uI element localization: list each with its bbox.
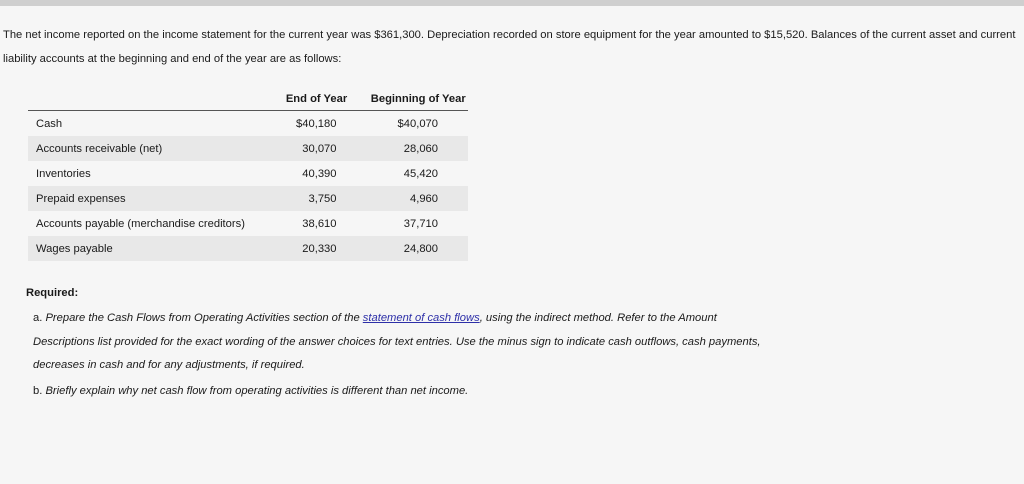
row-label: Accounts receivable (net)	[28, 136, 259, 161]
row-label: Prepaid expenses	[28, 186, 259, 211]
row-begin-value: 37,710	[368, 211, 468, 236]
requirement-b-prefix: b.	[33, 385, 46, 397]
header-beginning-of-year: Beginning of Year	[368, 88, 468, 111]
requirement-b-text: Briefly explain why net cash flow from operating activities is different than net income.	[45, 385, 469, 397]
table-row	[28, 111, 468, 137]
requirement-b	[33, 380, 468, 403]
row-end-value: 3,750	[259, 186, 369, 211]
row-begin-value: $40,070	[368, 111, 468, 137]
requirement-a	[33, 307, 773, 378]
row-label: Inventories	[28, 161, 259, 186]
top-strip	[0, 0, 1024, 6]
requirement-a-prefix: a.	[33, 312, 46, 324]
row-begin-value: 28,060	[368, 136, 468, 161]
statement-of-cash-flows-link[interactable]: statement of cash flows	[362, 312, 480, 324]
row-end-value: 30,070	[259, 136, 369, 161]
row-label: Accounts payable (merchandise creditors)	[28, 211, 259, 236]
row-end-value: 40,390	[259, 161, 369, 186]
table-row	[28, 161, 468, 186]
table-row	[28, 236, 468, 261]
row-end-value: 20,330	[259, 236, 369, 261]
table-row	[28, 186, 468, 211]
row-end-value: 38,610	[259, 211, 369, 236]
table-row	[28, 211, 468, 236]
header-end-of-year: End of Year	[285, 93, 348, 105]
table-row	[28, 136, 468, 161]
required-heading: Required:	[26, 287, 79, 299]
header-account	[28, 88, 259, 111]
row-label: Wages payable	[28, 236, 259, 261]
balances-table	[28, 88, 468, 261]
row-begin-value: 45,420	[368, 161, 468, 186]
row-begin-value: 24,800	[368, 236, 468, 261]
row-label: Cash	[28, 111, 259, 137]
intro-paragraph: The net income reported on the income statement for the current year was $361,300. Depreciation recorded on store equipment for the year amounted to $15,520. Balances of the current asset and current liability accounts at the beginning and end of the year are as follows:	[3, 29, 1016, 65]
row-end-value: $40,180	[259, 111, 369, 137]
requirement-a-text-end: , using the indirect method. Refer to the Amount Descriptions list provided for the exact wording of the answer choices for text entries. Use the minus sign to indicate cash outflows, cash payments, decreases in cash and for any adjustments, if required.	[33, 312, 761, 371]
requirement-a-text-start: Prepare the Cash Flows from Operating Activities section of the	[45, 312, 363, 324]
table-header-row	[28, 88, 468, 111]
row-begin-value: 4,960	[368, 186, 468, 211]
